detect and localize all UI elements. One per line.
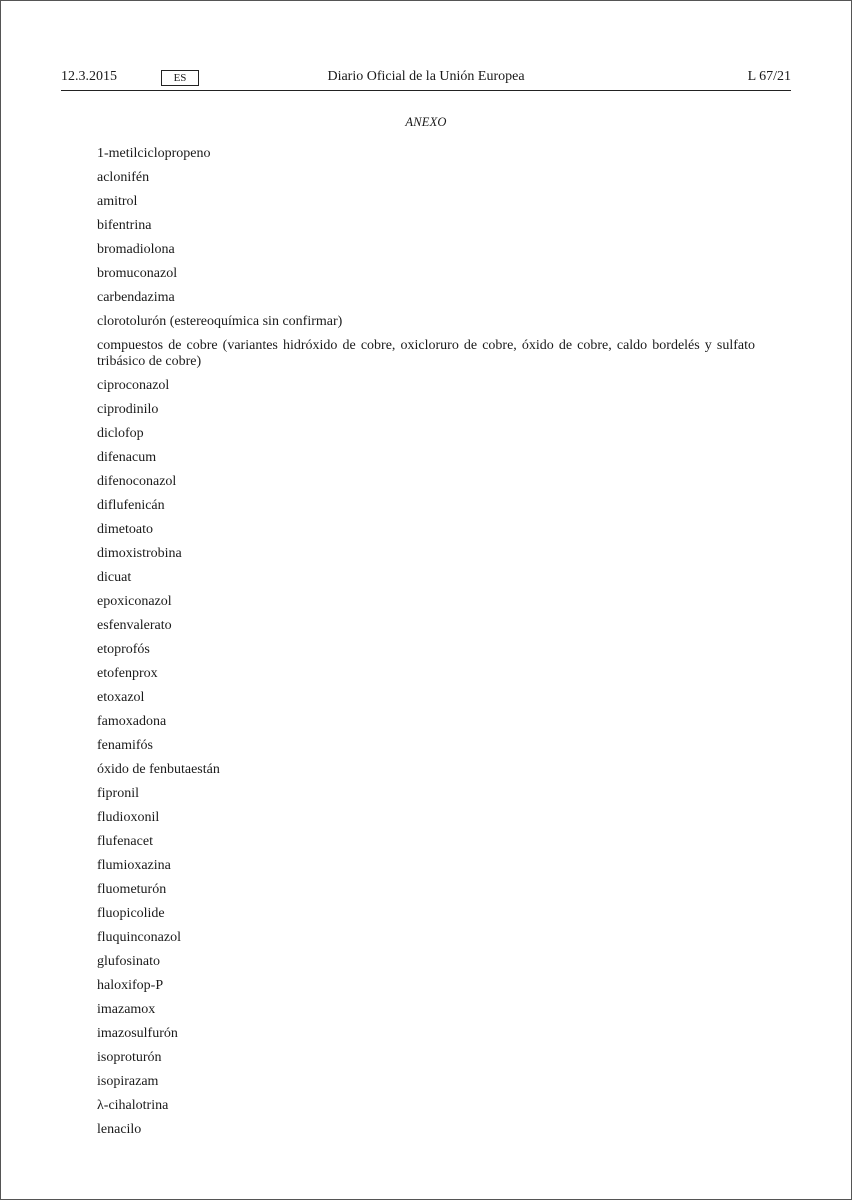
list-item: dimoxistrobina (97, 546, 182, 561)
list-item: ciproconazol (97, 378, 170, 393)
list-item: fludioxonil (97, 810, 160, 825)
list-item: bromuconazol (97, 266, 178, 281)
list-item: compuestos de cobre (variantes hidróxido de cobre, oxicloruro de cobre, óxido de cobre, caldo bordelés y sulfato tribásico de cobre) (97, 338, 755, 369)
list-item: dimetoato (97, 522, 153, 537)
list-item: aclonifén (97, 170, 150, 185)
list-item: haloxifop-P (97, 978, 164, 993)
list-item: imazosulfurón (97, 1026, 178, 1041)
list-item: fluopicolide (97, 906, 165, 921)
list-item: diclofop (97, 426, 144, 441)
list-item: famoxadona (97, 714, 167, 729)
list-item: flufenacet (97, 834, 153, 849)
list-item: isoproturón (97, 1050, 162, 1065)
list-item: imazamox (97, 1002, 156, 1017)
list-item: fluquinconazol (97, 930, 181, 945)
list-item: amitrol (97, 194, 138, 209)
list-item: carbendazima (97, 290, 175, 305)
list-item: dicuat (97, 570, 132, 585)
list-item: isopirazam (97, 1074, 159, 1089)
list-item: clorotolurón (estereoquímica sin confirmar) (97, 314, 343, 329)
list-item: flumioxazina (97, 858, 171, 873)
journal-title: Diario Oficial de la Unión Europea (327, 69, 525, 84)
list-item: λ-cihalotrina (97, 1098, 169, 1113)
list-item: lenacilo (97, 1122, 142, 1137)
list-item: epoxiconazol (97, 594, 172, 609)
list-item: ciprodinilo (97, 402, 159, 417)
list-item: glufosinato (97, 954, 160, 969)
list-item: fipronil (97, 786, 139, 801)
page-reference: L 67/21 (747, 69, 791, 84)
list-item: difenoconazol (97, 474, 177, 489)
list-item: etofenprox (97, 666, 158, 681)
list-item: difenacum (97, 450, 157, 465)
list-item: etoprofós (97, 642, 150, 657)
publication-date: 12.3.2015 (61, 69, 117, 84)
annex-title: ANEXO (405, 115, 447, 129)
list-item: diflufenicán (97, 498, 165, 513)
list-item: etoxazol (97, 690, 145, 705)
list-item: fenamifós (97, 738, 153, 753)
list-item: bromadiolona (97, 242, 175, 257)
list-item: fluometurón (97, 882, 167, 897)
list-item: óxido de fenbutaestán (97, 762, 220, 777)
list-item: bifentrina (97, 218, 152, 233)
language-badge: ES (161, 70, 199, 86)
substance-list (97, 146, 755, 1146)
list-item: 1-metilciclopropeno (97, 146, 211, 161)
page-header (61, 68, 791, 91)
list-item: esfenvalerato (97, 618, 172, 633)
